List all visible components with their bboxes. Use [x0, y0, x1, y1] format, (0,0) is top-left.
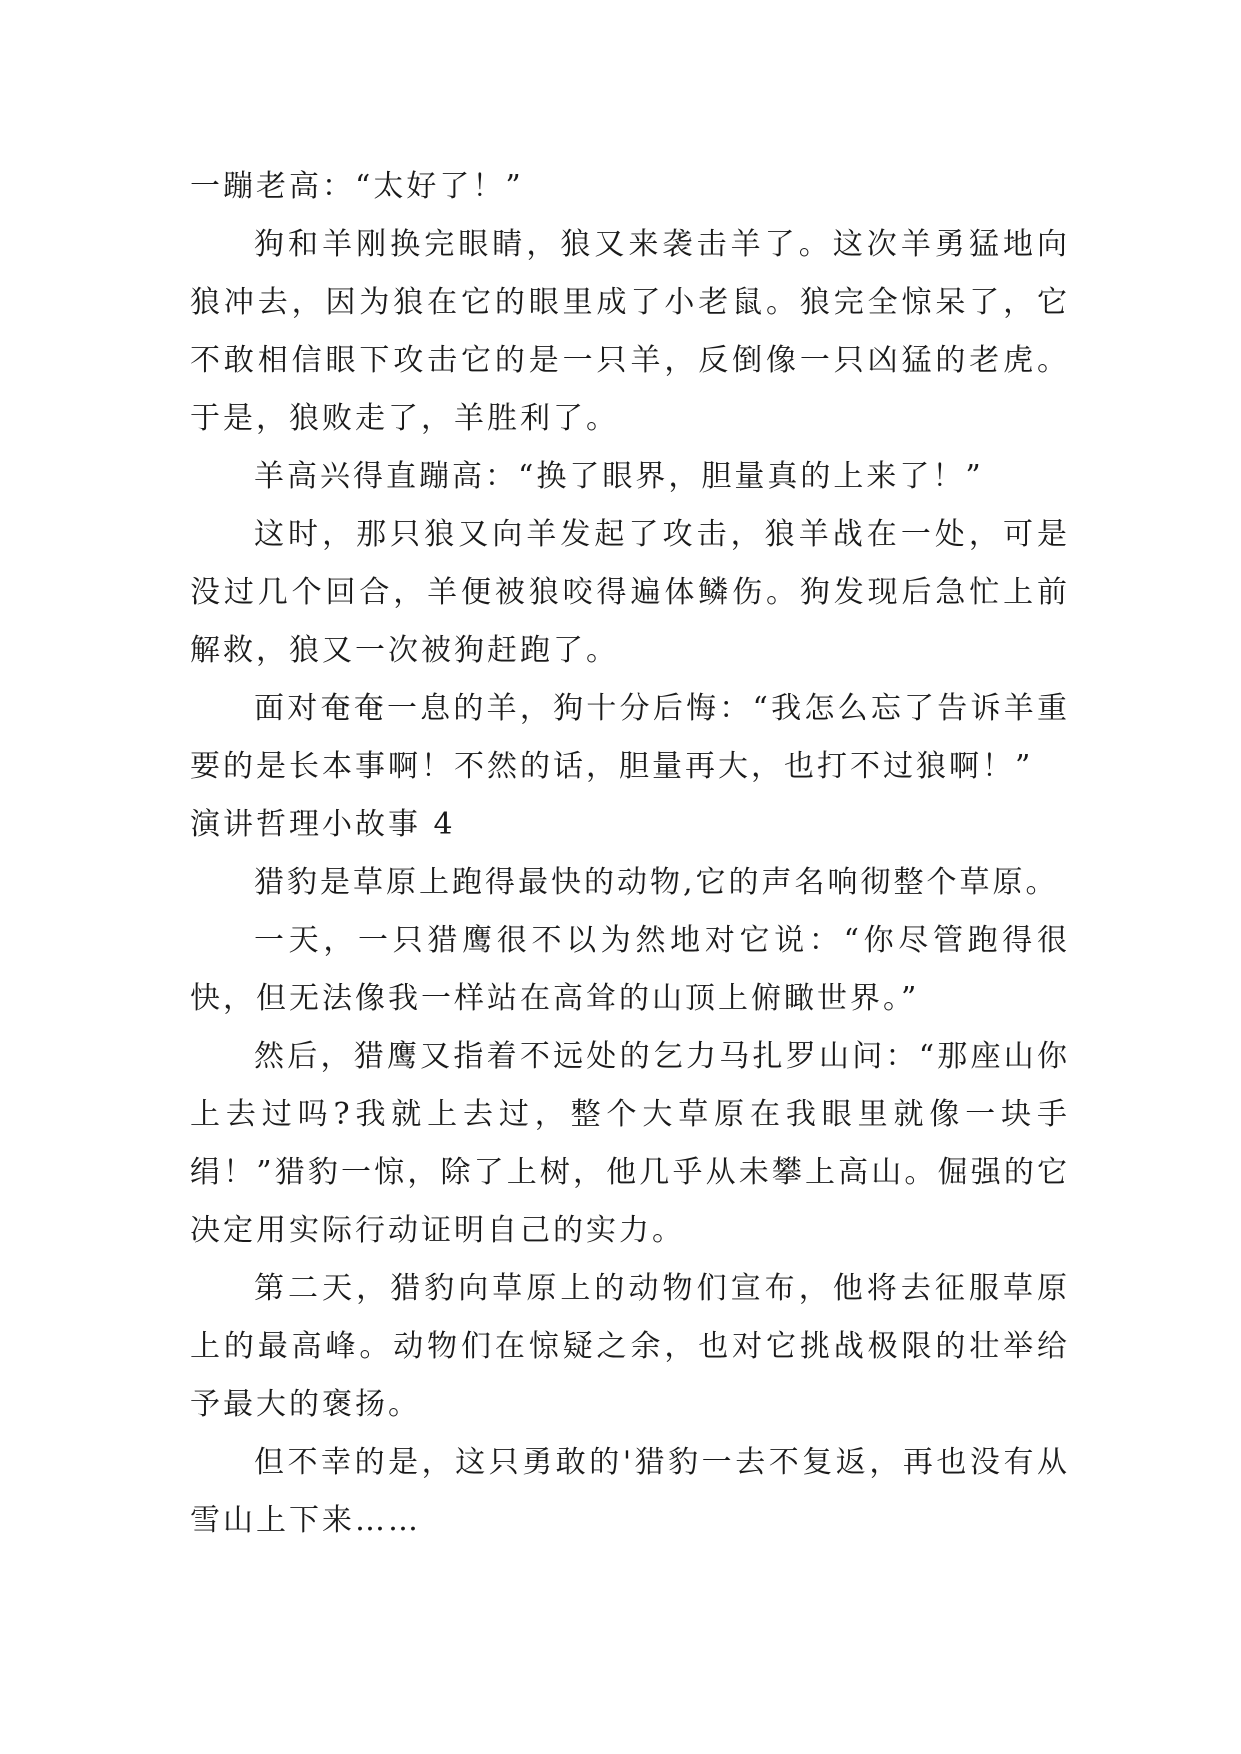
paragraph: 猎豹是草原上跑得最快的动物,它的声名响彻整个草原。 [254, 865, 1059, 900]
paragraph: 面对奄奄一息的羊，狗十分后悔：“我怎么忘了告诉羊重要的是长本事啊！不然的话，胆量再大，也打不过狼啊！” [190, 691, 1070, 784]
paragraph: 然后，猎鹰又指着不远处的乞力马扎罗山问：“那座山你上去过吗?我就上去过，整个大草原在我眼里就像一块手绢！”猎豹一惊，除了上树，他几乎从未攀上高山。倔强的它决定用实际行动证明自己的实力。 [190, 1039, 1070, 1248]
section-heading: 演讲哲理小故事 4 [190, 807, 456, 842]
paragraph: 这时，那只狼又向羊发起了攻击，狼羊战在一处，可是没过几个回合，羊便被狼咬得遍体鳞伤。狗发现后急忙上前解救，狼又一次被狗赶跑了。 [190, 517, 1070, 668]
paragraph: 羊高兴得直蹦高：“换了眼界，胆量真的上来了！” [254, 459, 984, 494]
paragraph: 狗和羊刚换完眼睛，狼又来袭击羊了。这次羊勇猛地向狼冲去，因为狼在它的眼里成了小老鼠。狼完全惊呆了，它不敢相信眼下攻击它的是一只羊，反倒像一只凶猛的老虎。于是，狼败走了，羊胜利了。 [190, 227, 1070, 436]
document-body [190, 158, 1070, 1550]
paragraph: 但不幸的是，这只勇敢的'猎豹一去不复返，再也没有从雪山上下来…… [190, 1445, 1070, 1538]
paragraph: 一天，一只猎鹰很不以为然地对它说：“你尽管跑得很快，但无法像我一样站在高耸的山顶上俯瞰世界。” [190, 923, 1070, 1016]
paragraph: 第二天，猎豹向草原上的动物们宣布，他将去征服草原上的最高峰。动物们在惊疑之余，也对它挑战极限的壮举给予最大的褒扬。 [190, 1271, 1070, 1422]
paragraph-continuation: 一蹦老高：“太好了！” [190, 169, 524, 204]
